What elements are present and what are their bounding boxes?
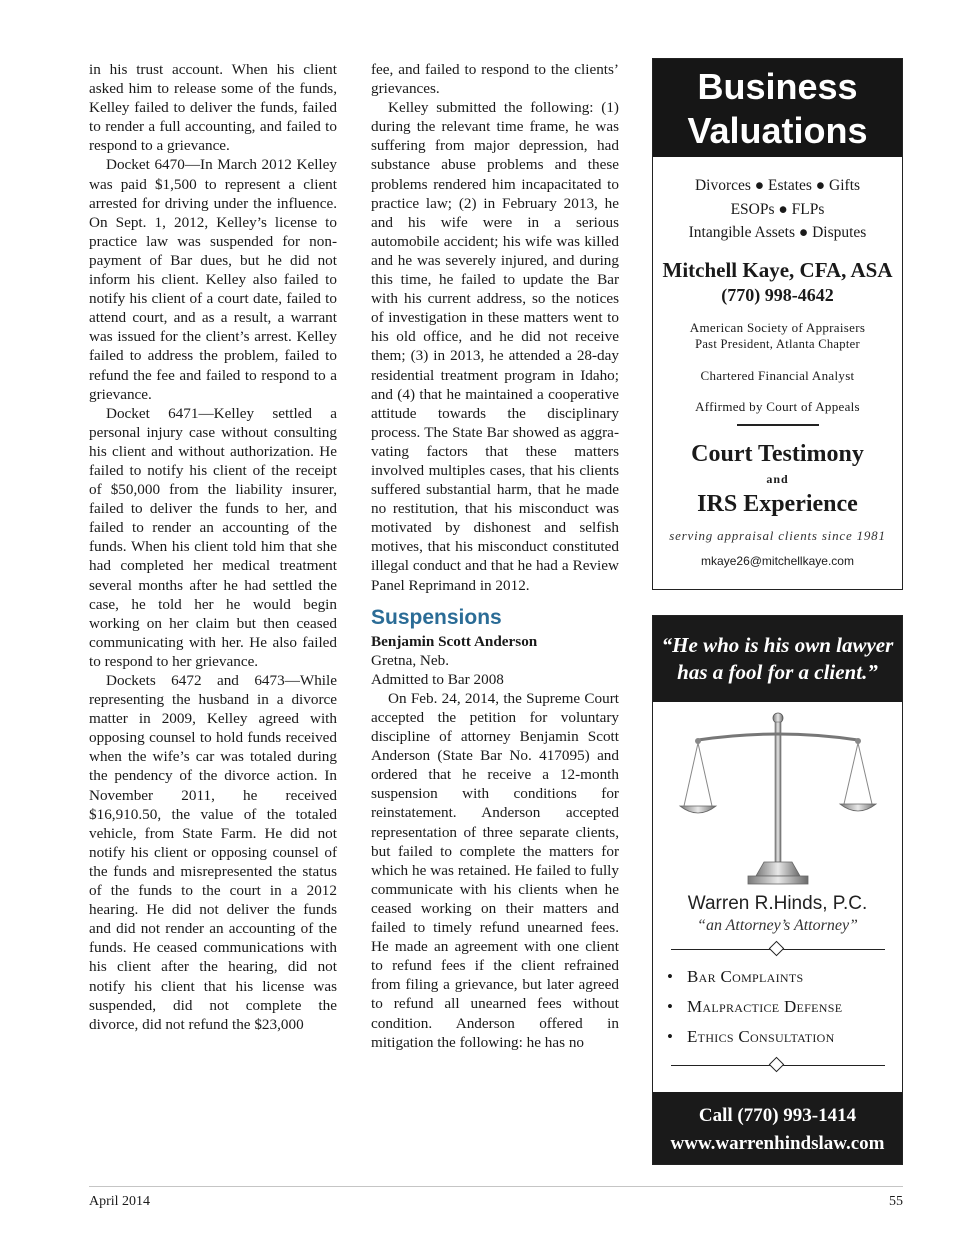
since-text: serving appraisal clients since 1981 <box>669 527 886 543</box>
divider <box>671 1058 885 1072</box>
quote-banner <box>653 616 902 702</box>
page-number: 55 <box>889 1194 903 1209</box>
services-line: ESOPs ● FLPs <box>730 200 825 218</box>
business-valuations-ad <box>652 58 903 590</box>
ad-banner <box>653 59 902 157</box>
bullet-icon: • <box>667 1027 674 1046</box>
footer-divider <box>89 1186 903 1187</box>
divider <box>671 942 885 956</box>
ad-title: Valuations <box>687 110 868 151</box>
service-label: Ethics Consultation <box>687 1027 835 1046</box>
paragraph: Dockets 6472 and 6473—While representing the husband in a divorce matter in 2009, Kelley agreed with opposing counsel to hold funds received when the wife’s car was totaled during the pendency of the divorce action. In November 2011, he received $16,910.50, the value of the totaled vehicle, from State Farm. He did not notify his client or opposing counsel of the funds and misrepresented the status of the funds to the court in a 2012 hearing. He did not deliver the funds and did not render an accounting of the funds. He ceased communications with his client after the hearing, did not notify his client that his license was suspended, did not complete the divorce, did not refund the $23,000 <box>89 672 337 1033</box>
paragraph: fee, and failed to respond to the clients’ grievances. <box>371 61 619 98</box>
society-line: Past President, Atlanta Chapter <box>695 336 860 351</box>
phone-number[interactable]: Call (770) 993-1414 <box>698 1105 857 1126</box>
ad-title: Business <box>697 66 858 107</box>
balance-scale-icon <box>678 708 878 888</box>
person-admitted: Admitted to Bar 2008 <box>371 670 504 688</box>
contact-banner <box>653 1092 902 1164</box>
divider <box>737 424 819 426</box>
services-line: Intangible Assets ● Disputes <box>688 224 867 241</box>
society-line: American Society of Appraisers <box>689 319 866 335</box>
affirmed: Affirmed by Court of Appeals <box>695 398 860 414</box>
irs-experience: IRS Experience <box>697 490 858 517</box>
services-list <box>667 962 902 1052</box>
firm-name: Warren R.Hinds, P.C. <box>687 893 868 914</box>
section-heading: Suspensions <box>371 605 502 629</box>
phone-number[interactable]: (770) 998-4642 <box>721 284 834 305</box>
paragraph: Docket 6470—In March 2012 Kelley was paid $1,500 to represent a client arrested for driving under the influence. On Sept. 1, 2012, Kelley’s license to practice law was suspended for non-payment of Bar dues, but he did not inform his client. Kelley also failed to notify his client of a court date, failed to attend court, and as a result, a warrant was issued for the client’s arrest. Kelley failed to address the problem, failed to refund the fee and failed to respond to a grievance. <box>89 156 337 403</box>
paragraph: in his trust account. When his client asked him to release some of the funds, Kelley failed to deliver the funds, failed to render a full accounting, and failed to respond to a grievance. <box>89 61 337 155</box>
bullet-icon: • <box>667 997 674 1016</box>
services-list <box>653 174 902 245</box>
diamond-icon <box>768 1057 784 1073</box>
and-text: and <box>766 471 789 486</box>
firm-tagline: “an Attorney’s Attorney” <box>697 917 858 934</box>
person-location: Gretna, Neb. <box>371 651 450 669</box>
quote-line: has a fool for a client.” <box>677 660 878 684</box>
service-label: Malpractice Defense <box>687 997 843 1016</box>
website-link[interactable]: www.warrenhindslaw.com <box>670 1133 885 1154</box>
article-column-1 <box>89 60 337 1034</box>
appraiser-name: Mitchell Kaye, CFA, ASA <box>662 257 893 282</box>
list-item <box>667 1022 902 1052</box>
article-column-2 <box>371 60 619 1052</box>
services-line: Divorces ● Estates ● Gifts <box>694 177 861 194</box>
hinds-law-ad <box>652 615 903 1165</box>
service-label: Bar Complaints <box>687 967 804 986</box>
credential: Chartered Financial Analyst <box>700 367 855 383</box>
list-item <box>667 992 902 1022</box>
paragraph: On Feb. 24, 2014, the Supreme Court accepted the petition for voluntary discipline of attorney Benjamin Scott Anderson (State Bar No. 417095) and ordered that he receive a 12-month suspension with conditions for reinstatement. Anderson accepted representation of three separate clients, but failed to complete the matters for which he was retained. He failed to fully communicate with his clients when he ceased working on their matters and failed to timely refund unearned fees. He made an agreement with one client to refund fees if the client refrained from filing a grievance, but later agreed to refund all unearned fees without condition. Anderson offered in mitigation the following: he has no <box>371 689 619 1051</box>
email-link[interactable]: mkaye26@mitchellkaye.com <box>701 553 854 568</box>
paragraph: Docket 6471—Kelley settled a personal injury case without consulting his client and without authorization. He failed to notify his client of the receipt of $50,000 from the liability insurer, failed to deliver the funds to her, and failed to render an accounting of the funds. When his client told him that she had completed her medical treatment several months after he had settled the case, he told her he would begin working on her claim but then ceased communicating with her. He also failed to respond to her grievance. <box>89 404 337 670</box>
list-item <box>667 962 902 992</box>
issue-date: April 2014 <box>89 1194 151 1209</box>
paragraph: Kelley submitted the following: (1) during the relevant time frame, he was suffering from major depression, had substance abuse problems and these problems rendered him incapacitated to practice law; (2) in February 2013, he and his wife were in a serious automobile accident; his wife was killed and he was severely injured, and during this time, he failed to update the Bar with his current address, so the notices of investigation in these matters went to his old office, and he did not receive them; (3) in 2013, he attended a 28-day residential treatment program in Idaho; and (4) that he maintained a cooperative attitude towards the disciplinary process. The State Bar showed as aggravating factors that these matters involved multiples cases, that his clients suffered substantial harm, that he made no restitution, that his misconduct was motivated by dishonest and selfish motives, that his misconduct constituted illegal conduct and that he had a Review Panel Reprimand in 2012. <box>371 99 619 594</box>
bullet-icon: • <box>667 967 674 986</box>
person-name: Benjamin Scott Anderson <box>371 632 538 650</box>
quote-line: “He who is his own lawyer <box>661 633 894 657</box>
diamond-icon <box>768 941 784 957</box>
court-testimony: Court Testimony <box>691 440 864 467</box>
